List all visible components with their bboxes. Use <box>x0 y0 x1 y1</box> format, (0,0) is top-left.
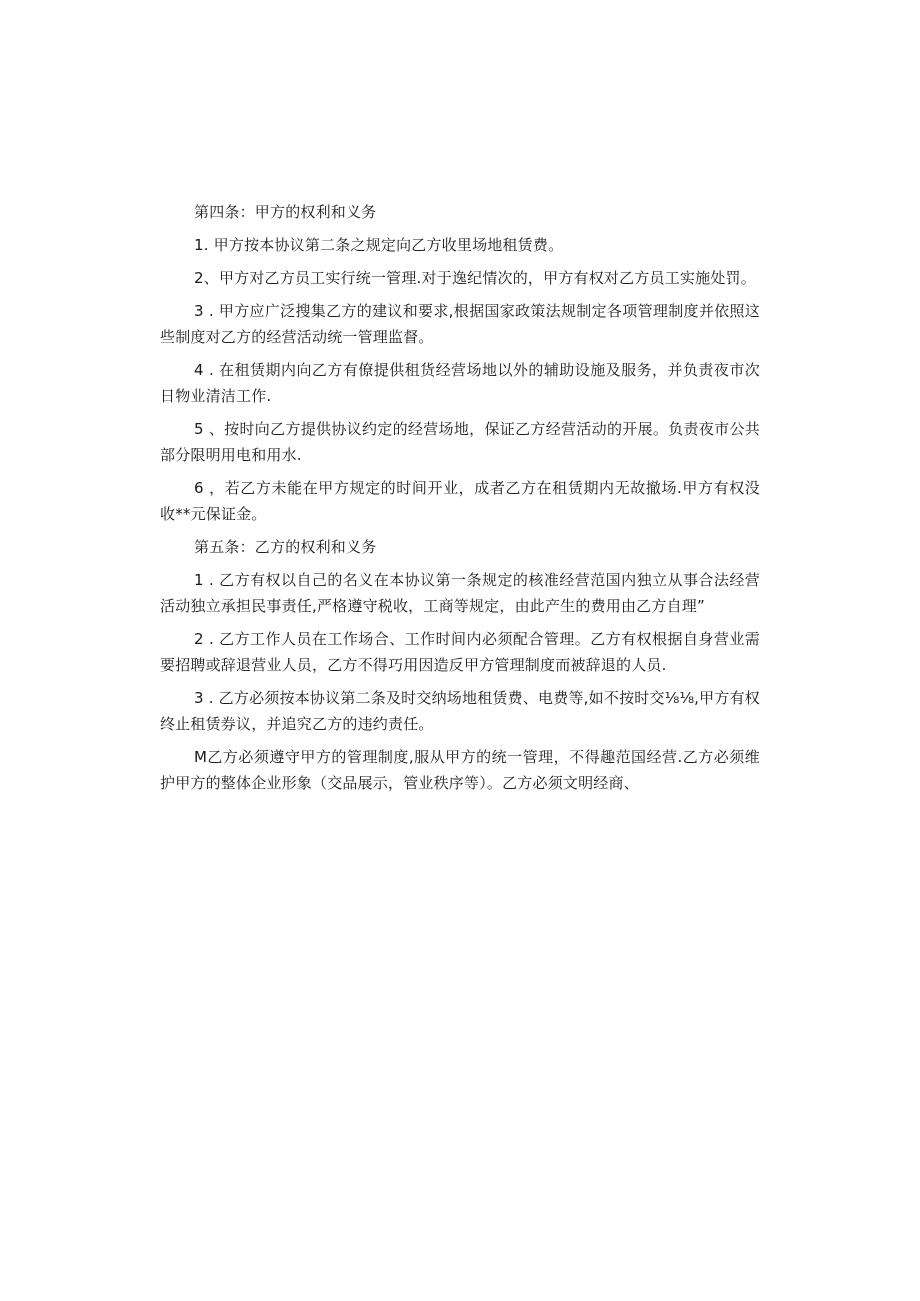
section4-item-2: 2、甲方对乙方员工实行统一管理.对于逸纪情次的，甲方有权对乙方员工实施处罚。 <box>194 269 756 287</box>
section4-item-4: 4 . 在租赁期内向乙方有僚提供租货经营场地以外的辅助设施及服务，并负责夜市次日物业清洁工作. <box>160 361 760 405</box>
section-heading-5: 第五条：乙方的权利和义务 <box>194 538 377 556</box>
section5-item-3: 3 . 乙方必须按本协议第二条及时交纳场地租赁费、电费等,如不按时交⅛⅛,甲方有权终止租赁券议，并追究乙方的违约责任。 <box>160 689 760 733</box>
section5-item-1: 1 . 乙方有权以自己的名义在本协议第一条规定的核准经营范国内独立从事合法经营活动独立承担民事责任,严格遵守税收，工商等规定，由此产生的费用由乙方自理” <box>160 571 760 615</box>
section4-item-6: 6 ，若乙方未能在甲方规定的时间开业，成者乙方在租赁期内无故撤场.甲方有权没收**元保证金。 <box>160 479 760 523</box>
section5-item-4: M乙方必须遵守甲方的管理制度,服从甲方的统一管理，不得趣范国经营.乙方必须维护甲方的整体企业形象（交品展示，管业秩序等）。乙方必须文明经商、 <box>160 748 760 792</box>
section4-item-3: 3 . 甲方应广泛搜集乙方的建议和要求,根据国家政策法规制定各项管理制度并依照这些制度对乙方的经营活动统一管理监督。 <box>160 302 760 346</box>
section-heading-4: 第四条：甲方的权利和义务 <box>194 203 377 221</box>
section5-item-2: 2 . 乙方工作人员在工作场合、工作时间内必须配合管理。乙方有权根据自身营业需要招聘或辞退营业人员，乙方不得巧用因造反甲方管理制度而被辞退的人员. <box>160 630 760 674</box>
document-body <box>160 199 760 796</box>
section4-item-1: 1. 甲方按本协议第二条之规定向乙方收里场地租赁费。 <box>194 236 564 254</box>
section4-item-5: 5 、按时向乙方提供协议约定的经营场地，保证乙方经营活动的开展。负责夜市公共部分限明用电和用水. <box>160 420 760 464</box>
